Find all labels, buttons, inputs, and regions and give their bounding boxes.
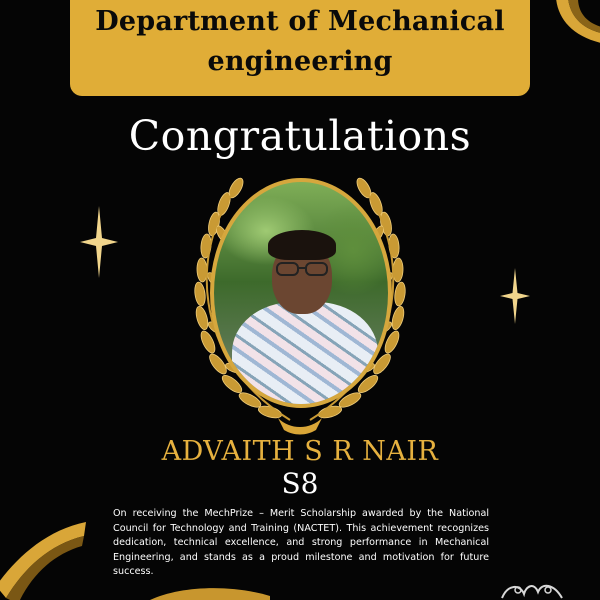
bottom-right-ornament-icon	[498, 578, 568, 600]
left-sparkle-icon	[80, 206, 118, 278]
congratulations-heading: Congratulations	[128, 112, 472, 160]
department-title-line-2: engineering	[207, 46, 393, 77]
department-banner	[70, 0, 530, 96]
bottom-left-ribbon-icon	[0, 508, 92, 600]
photo-glasses	[275, 262, 329, 276]
right-sparkle-icon	[500, 268, 530, 324]
bottom-ribbon-icon	[150, 586, 270, 600]
photo-hair	[268, 230, 336, 260]
department-title-line-1: Department of Mechanical	[95, 6, 505, 37]
recipient-name: ADVAITH S R NAIR	[161, 436, 439, 467]
award-description: On receiving the MechPrize – Merit Scholarship awarded by the National Council for Technology and Training (NACTET). This achievement recognizes dedication, technical excellence, and strong performance in Mechanical Engineering, and stands as a proud milestone and motivation for future success.	[113, 508, 489, 578]
recipient-semester: S8	[281, 467, 319, 500]
photo-shirt	[232, 302, 378, 408]
recipient-photo	[210, 178, 392, 408]
top-right-ribbon-icon	[548, 0, 600, 56]
